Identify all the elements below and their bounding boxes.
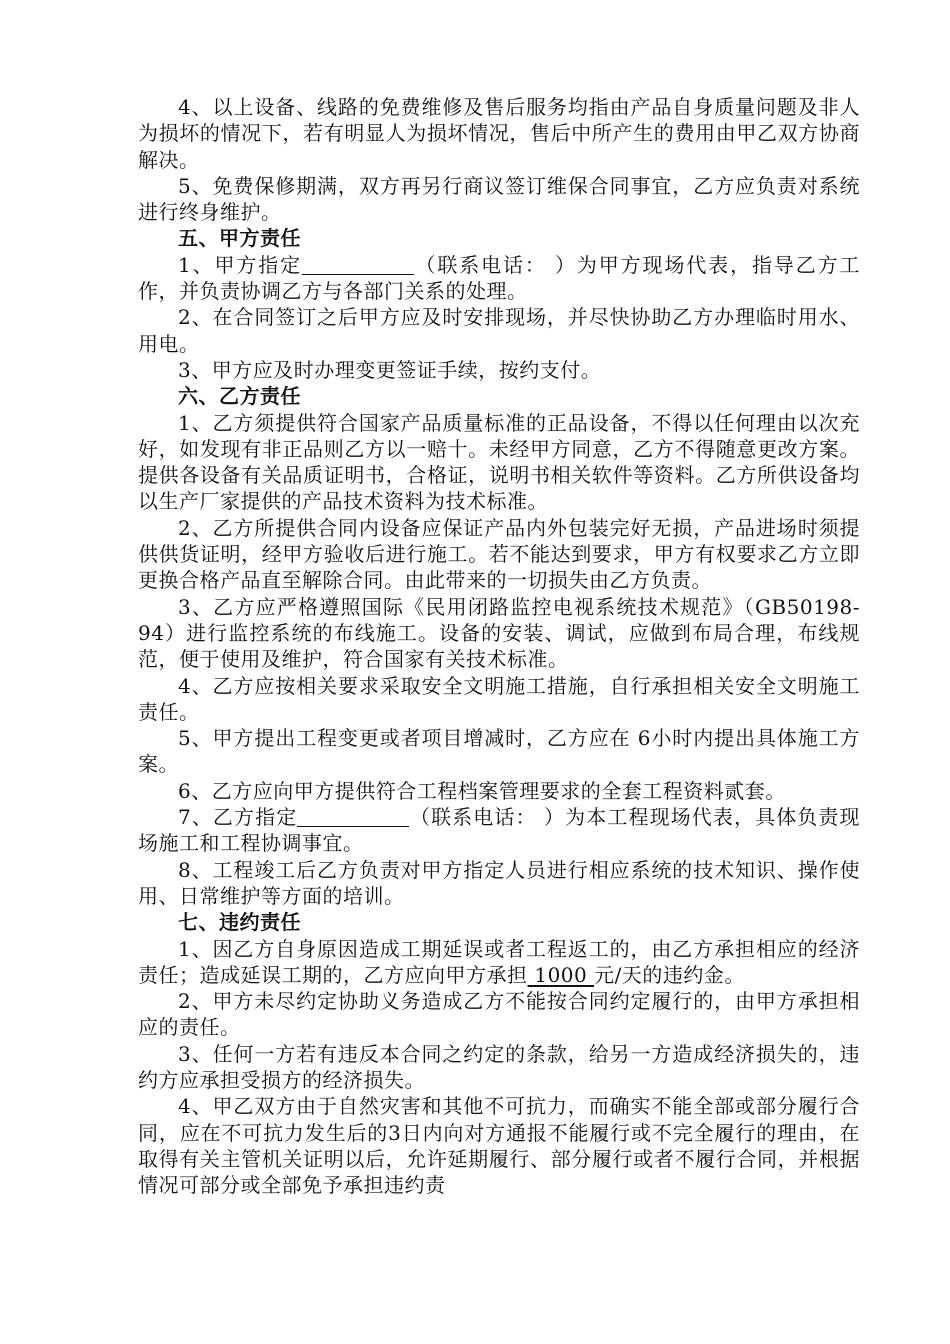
clause-text: 1、甲方指定 [178, 252, 303, 277]
clause-party-a-3: 3、甲方应及时办理变更签证手续，按约支付。 [178, 357, 602, 382]
clause-text: （联系电话： ）为甲方现场代表，指导乙方工作，并负责协调乙方与各部门关系的处理。 [138, 252, 860, 304]
clause-breach-2: 2、甲方未尽约定协助义务造成乙方不能按合同约定履行的，由甲方承担相应的责任。 [138, 989, 860, 1040]
clause-party-b-7 [138, 804, 860, 857]
fill-in-blank [297, 806, 409, 827]
clause-text: 1、因乙方自身原因造成工期延误或者工程返工的，由乙方承担相应的经济责任；造成延误工期的，乙方应向甲方承担 [138, 936, 860, 987]
clause-party-b-2: 2、乙方所提供合同内设备应保证产品内外包装完好无损，产品进场时须提供供货证明，经甲方验收后进行施工。若不能达到要求，甲方有权要求乙方立即更换合格产品直至解除合同。由此带来的一切损失由乙方负责。 [138, 515, 860, 593]
clause-text: （联系电话： ）为本工程现场代表，具体负责现场施工和工程协调事宜。 [138, 805, 860, 856]
clause-party-a-1 [138, 252, 860, 305]
clause-maintenance-4: 4、以上设备、线路的免费维修及售后服务均指由产品自身质量问题及非人为损坏的情况下，若有明显人为损坏情况，售后中所产生的费用由甲乙双方协商解决。 [138, 95, 860, 172]
section-heading-party-a: 五、甲方责任 [178, 226, 301, 251]
clause-text: 元/天的违约金。 [594, 962, 745, 987]
clause-party-b-5: 5、甲方提出工程变更或者项目增减时，乙方应在 6小时内提出具体施工方案。 [138, 726, 860, 777]
clause-party-b-1: 1、乙方须提供符合国家产品质量标准的正品设备，不得以任何理由以次充好，如发现有非正品则乙方以一赔十。未经甲方同意，乙方不得随意更改方案。提供各设备有关品质证明书，合格证，说明书相关软件等资料。乙方所供设备均以生产厂家提供的产品技术资料为技术标准。 [138, 410, 860, 514]
penalty-amount: 1000 [527, 962, 595, 987]
clause-breach-4: 4、甲乙双方由于自然灾害和其他不可抗力，而确实不能全部或部分履行合同，应在不可抗力发生后的3日内向对方通报不能履行或不完全履行的理由，在取得有关主管机关证明以后，允许延期履行、部分履行或者不履行合同，并根据情况可部分或全部免予承担违约责 [138, 1094, 860, 1198]
section-heading-party-b: 六、乙方责任 [178, 384, 301, 409]
clause-breach-1 [138, 936, 860, 989]
clause-maintenance-5: 5、免费保修期满，双方再另行商议签订维保合同事宜，乙方应负责对系统进行终身维护。 [138, 173, 860, 225]
fill-in-blank [302, 254, 414, 275]
clause-party-b-8: 8、工程竣工后乙方负责对甲方指定人员进行相应系统的技术知识、操作使用、日常维护等方面的培训。 [138, 857, 860, 908]
clause-party-b-6: 6、乙方应向甲方提供符合工程档案管理要求的全套工程资料贰套。 [178, 778, 786, 803]
section-heading-breach: 七、违约责任 [178, 910, 301, 935]
clause-party-b-4: 4、乙方应按相关要求采取安全文明施工措施，自行承担相关安全文明施工责任。 [138, 673, 860, 724]
clause-text: 7、乙方指定 [178, 805, 298, 830]
clause-breach-3: 3、任何一方若有违反本合同之约定的条款，给另一方造成经济损失的，违约方应承担受损方的经济损失。 [138, 1041, 860, 1092]
clause-party-b-3: 3、乙方应严格遵照国际《民用闭路监控电视系统技术规范》（GB50198-94）进行监控系统的布线施工。设备的安装、调试，应做到布局合理，布线规范，便于使用及维护，符合国家有关技术标准。 [138, 594, 860, 672]
clause-party-a-2: 2、在合同签订之后甲方应及时安排现场，并尽快协助乙方办理临时用水、用电。 [138, 305, 860, 356]
